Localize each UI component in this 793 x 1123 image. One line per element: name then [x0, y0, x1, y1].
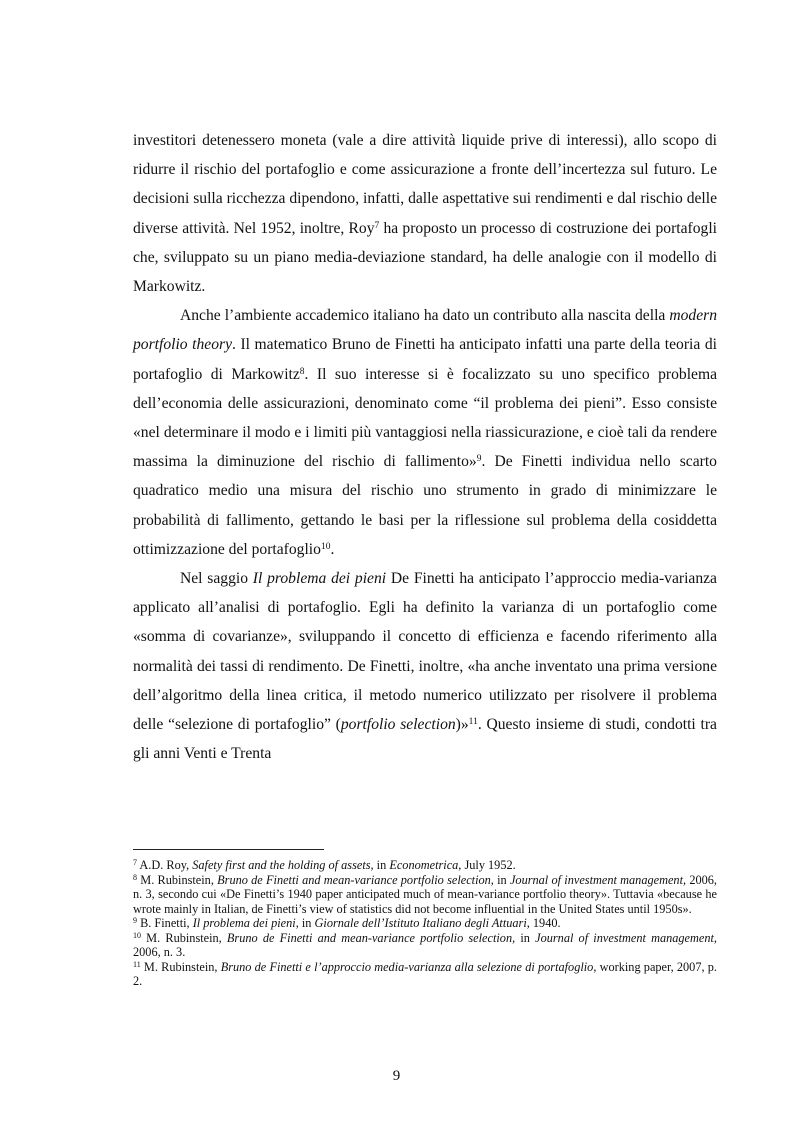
paragraph-2-text-end: .	[330, 540, 335, 558]
footnote-ref-11[interactable]: 11	[468, 717, 478, 728]
footnote-text: 1940.	[529, 916, 561, 930]
paragraph-2-text: Anche l’ambiente accademico italiano ha dato un contributo alla nascita della	[180, 307, 670, 325]
footnote-11	[133, 960, 717, 989]
paragraph-2-text-cont: . Il suo interesse si è focalizzato su uno specifico problema dell’economia delle assicurazioni, denominato come “il problema dei pieni”. Esso consiste «nel determinare il modo e i limiti più vantaggiosi nella riassicurazione, e cioè tali da rendere massima la diminuzione del rischio di fallimento»	[133, 365, 717, 471]
footnote-8	[133, 873, 717, 917]
footnote-italic: Giornale dell’Istituto Italiano degli Attuari,	[314, 916, 530, 930]
footnote-number: 8	[133, 872, 137, 882]
footnote-italic: Safety first and the holding of assets,	[192, 858, 374, 872]
paragraph-1	[133, 126, 717, 301]
footnote-number: 11	[133, 959, 141, 969]
footnote-italic: Journal of investment management,	[535, 930, 717, 945]
body-text	[133, 126, 717, 768]
footnote-text: A.D. Roy,	[137, 858, 193, 872]
footnote-ref-8[interactable]: 8	[299, 366, 305, 377]
paragraph-2	[133, 301, 717, 564]
footnote-ref-9[interactable]: 9	[476, 454, 482, 465]
footnote-italic: Journal of investment management,	[509, 872, 687, 887]
paragraph-2-text-cont: . Il matematico Bruno de Finetti ha anticipato infatti una parte della teoria di portafoglio di Markowitz	[133, 336, 717, 383]
footnote-text: in	[493, 872, 510, 887]
paragraph-1-text: investitori detenessero moneta (vale a dire attività liquide prive di interessi), allo scopo di ridurre il rischio del portafoglio e come assicurazione a fronte dell’incertezza sul futuro. Le decisioni sulla ricchezza dipendono, infatti, dalle aspettative sui rendimenti e dal rischio delle diverse attività. Nel 1952, inoltre, Roy	[133, 132, 717, 237]
footnote-text: , in	[295, 916, 315, 930]
footnote-text: , working paper, 2007, p. 2.	[133, 959, 717, 988]
footnote-italic: Bruno de Finetti and mean-variance portfolio selection,	[226, 930, 516, 945]
footnote-number: 7	[133, 858, 137, 867]
paragraph-3-text-end: . Questo insieme di studi, condotti tra gli anni Venti e Trenta	[133, 716, 717, 763]
footnotes	[133, 858, 717, 989]
footnote-text: 2006, n. 3, secondo cui «De Finetti’s 1940 paper anticipated much of mean-variance portfolio theory». Tuttavia «because he wrote mainly in Italian, de Finetti’s view of statistics did not become influential in the United States until 1950s».	[133, 872, 717, 916]
footnote-text: M. Rubinstein,	[141, 930, 227, 945]
footnote-text: July 1952.	[461, 858, 516, 872]
footnote-7	[133, 858, 717, 873]
footnote-text: in	[515, 930, 536, 945]
paragraph-3-text-cont: De Finetti ha anticipato l’approccio media-varianza applicato all’analisi di portafoglio. Egli ha definito la varianza di un portafoglio come «somma di covarianze», sviluppando il concetto di efficienza e facendo riferimento alla normalità dei tassi di rendimento. De Finetti, inoltre, «ha anche inventato una prima versione dell’algoritmo della linea critica, il metodo numerico utilizzato per risolvere il problema delle “selezione di portafoglio” (	[133, 570, 717, 734]
footnote-ref-7[interactable]: 7	[374, 220, 380, 231]
footnote-number: 10	[133, 930, 141, 940]
footnote-number: 9	[133, 916, 137, 925]
footnote-ref-10[interactable]: 10	[320, 541, 331, 552]
footnote-text: 2006, n. 3.	[133, 945, 186, 959]
footnote-10	[133, 931, 717, 960]
footnote-text: M. Rubinstein,	[137, 872, 218, 887]
paragraph-3-text-cont: )»	[455, 716, 469, 734]
paragraph-2-text-cont: . De Finetti individua nello scarto quadratico medio una misura del rischio uno strumento in grado di minimizzare le probabilità di fallimento, gettando le basi per la riflessione sul problema della cosiddetta ottimizzazione del portafoglio	[133, 453, 717, 558]
paragraph-3-text: Nel saggio	[180, 570, 253, 588]
paragraph-3	[133, 564, 717, 768]
paragraph-3-italic-title: Il problema dei pieni	[252, 570, 387, 588]
footnote-divider	[133, 849, 324, 850]
paragraph-1-text-cont: ha proposto un processo di costruzione dei portafogli che, sviluppato su un piano media-deviazione standard, ha delle analogie con il modello di Markowitz.	[133, 219, 717, 296]
footnote-9	[133, 916, 717, 931]
footnote-italic: Il problema dei pieni	[192, 916, 296, 930]
footnote-italic: Bruno de Finetti and mean-variance portfolio selection,	[217, 872, 494, 887]
footnote-text: M. Rubinstein,	[140, 959, 221, 974]
footnote-italic: Bruno de Finetti e l’approccio media-varianza alla selezione di portafoglio	[220, 959, 594, 974]
footnote-text: B. Finetti,	[137, 916, 193, 930]
footnote-text: in	[373, 858, 390, 872]
page-number: 9	[392, 1068, 401, 1084]
paragraph-3-italic-term: portfolio selection	[340, 716, 456, 734]
footnote-italic: Econometrica,	[389, 858, 462, 872]
paragraph-2-italic-term: modern portfolio theory	[133, 307, 717, 354]
